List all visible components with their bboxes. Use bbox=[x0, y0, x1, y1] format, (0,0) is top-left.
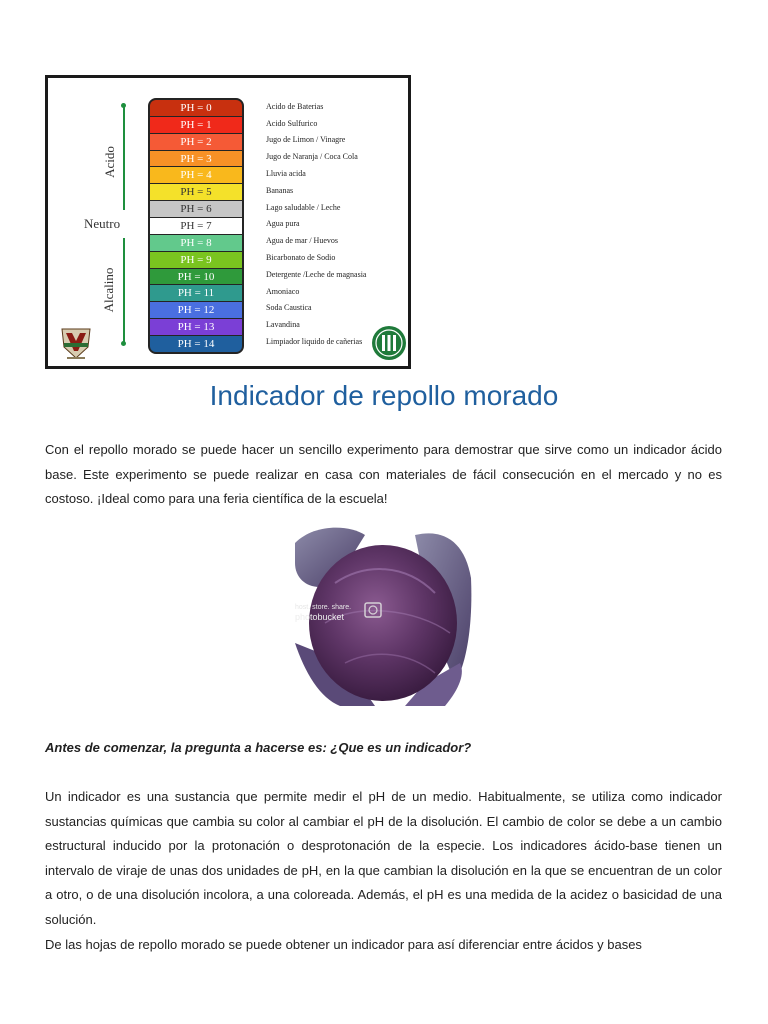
red-cabbage-photo bbox=[295, 523, 473, 706]
ph-examples-list bbox=[266, 98, 406, 350]
ph-level-12: PH = 12 bbox=[150, 302, 242, 318]
ph-example-9: Bicarbonato de Sodio bbox=[266, 253, 336, 263]
ph-level-1: PH = 1 bbox=[150, 117, 242, 133]
ph-example-8: Agua de mar / Huevos bbox=[266, 236, 338, 246]
ph-example-2: Jugo de Limon / Vinagre bbox=[266, 135, 346, 145]
ph-example-7: Agua pura bbox=[266, 219, 300, 229]
ph-example-5: Bananas bbox=[266, 185, 294, 195]
ph-example-3: Jugo de Naranja / Coca Cola bbox=[266, 152, 358, 162]
ph-level-8: PH = 8 bbox=[150, 235, 242, 251]
ph-level-13: PH = 13 bbox=[150, 319, 242, 335]
definition-paragraph: Un indicador es una sustancia que permite medir el pH de un medio. Habitualmente, se utiliza como indicador sustancias químicas que cambia su color al cambiar el pH de la disolución. El cambio de color se debe a un cambio estructural inducido por la protonación o desprotonación de la especie. Los indicadores ácido-base tienen un intervalo de viraje de unas dos unidades de pH, en la que cambian la disolución en la que se encuentran de un color a otro, o de una disolución incolora, a una coloreada. Además, el pH es una medida de la acidez o basicidad de una solución. bbox=[45, 789, 722, 927]
alkaline-range-line bbox=[123, 238, 125, 342]
closing-paragraph: De las hojas de repollo morado se puede obtener un indicador para así diferenciar entre ácidos y bases bbox=[45, 937, 642, 952]
ph-level-10: PH = 10 bbox=[150, 269, 242, 285]
ph-example-14: Limpiador liquido de cañerias bbox=[266, 337, 363, 347]
ph-example-12: Soda Caustica bbox=[266, 303, 312, 313]
club-shield-icon bbox=[371, 325, 407, 361]
ph-level-9: PH = 9 bbox=[150, 252, 242, 268]
ph-example-6: Lago saludable / Leche bbox=[266, 202, 341, 212]
intro-paragraph: Con el repollo morado se puede hacer un sencillo experimento para demostrar que sirve como un indicador ácido base. Este experimento se puede realizar en casa con materiales de fácil consecución en el mercado y no es costoso. ¡Ideal como para una feria científica de la escuela! bbox=[45, 442, 722, 506]
ph-example-10: Detergente /Leche de magnasia bbox=[266, 269, 367, 279]
ph-example-11: Amoniaco bbox=[266, 286, 300, 296]
ph-scale-figure bbox=[45, 75, 411, 369]
ph-level-4: PH = 4 bbox=[150, 167, 242, 183]
indicator-question: Antes de comenzar, la pregunta a hacerse es: ¿Que es un indicador? bbox=[45, 740, 472, 755]
photo-watermark-brand: photobucket bbox=[295, 612, 345, 622]
ph-example-4: Lluvia acida bbox=[266, 169, 306, 179]
ph-level-14: PH = 14 bbox=[150, 336, 242, 352]
acid-range-line bbox=[123, 106, 125, 210]
ph-level-11: PH = 11 bbox=[150, 285, 242, 301]
ph-level-0: PH = 0 bbox=[150, 100, 242, 116]
acid-region-label: Acido bbox=[102, 146, 117, 178]
school-crest-icon bbox=[58, 325, 94, 361]
article-title: Indicador de repollo morado bbox=[209, 380, 559, 411]
ph-level-3: PH = 3 bbox=[150, 151, 242, 167]
neutral-region-label: Neutro bbox=[84, 216, 121, 231]
ph-level-6: PH = 6 bbox=[150, 201, 242, 217]
ph-example-1: Acido Sulfurico bbox=[266, 118, 318, 128]
photo-watermark-tagline: host. store. share. bbox=[295, 604, 352, 611]
ph-example-0: Acido de Baterias bbox=[266, 101, 324, 111]
ph-level-5: PH = 5 bbox=[150, 184, 242, 200]
ph-color-scale bbox=[148, 98, 244, 354]
ph-example-13: Lavandina bbox=[266, 320, 300, 330]
ph-level-7: PH = 7 bbox=[150, 218, 242, 234]
alkaline-region-label: Alcalino bbox=[101, 267, 116, 313]
ph-level-2: PH = 2 bbox=[150, 134, 242, 150]
